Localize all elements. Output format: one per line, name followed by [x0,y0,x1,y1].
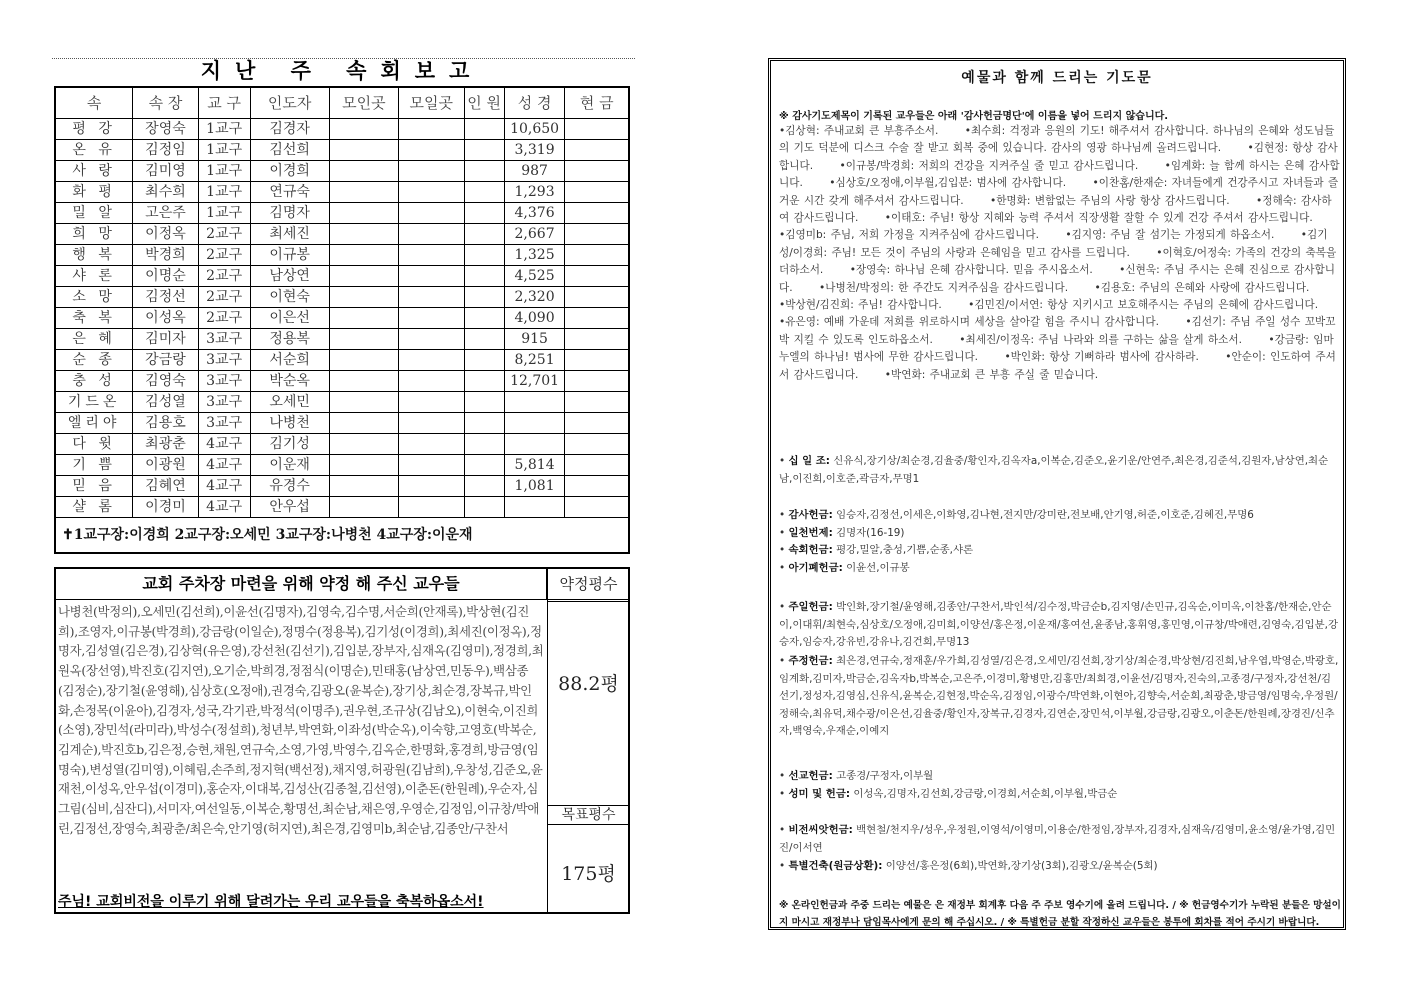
offering-section-label: 비전씨앗헌금: [788,824,853,836]
table-cell [565,350,629,371]
table-cell: 4,376 [504,203,565,224]
table-cell: 행 복 [55,245,133,266]
table-cell [329,350,398,371]
table-cell: 10,650 [504,119,565,140]
column-header: 성 경 [504,87,565,119]
table-cell: 김용호 [133,413,198,434]
table-cell: 강금랑 [133,350,198,371]
prayer-item: •심상호/오정애,이부월,김입분: 범사에 감사합니다. [829,177,1067,190]
table-cell [565,266,629,287]
table-cell [399,287,464,308]
table-cell: 12,701 [504,371,565,392]
offering-section: • 일천번제: 김명자(16-19) [779,527,905,539]
table-cell: 2교구 [198,245,250,266]
table-cell [565,119,629,140]
offering-footer-note: ※ 온라인헌금과 주중 드리는 예물은 은 재정부 회계후 다음 주 주보 영수기에 올려 드립니다. / ※ 헌금영수기가 누락된 분들은 망설이지 마시고 재정부나 담임목사에게 문의 해 주십시오. / ※ 특별헌금 분할 작정하신 교우들은 봉투에 회차를 적어 주시기 바랍니다. [779,900,1341,928]
prayer-item: •최수희: 걱정과 응원의 기도! 해주셔서 감사합니다. 하나님의 은혜와 성도님들의 기도 덕분에 디스크 수술 잘 받고 회복 중에 있습니다. 감사의 영광 하나님께 올려드립니다. [779,125,1335,155]
table-cell: 이운재 [250,455,329,476]
table-row [55,287,629,308]
table-cell: 김정선 [133,287,198,308]
table-cell: 은 혜 [55,329,133,350]
column-header: 교 구 [198,87,250,119]
target-value: 175평 [561,863,616,885]
prayer-item: •강금랑: 임마누엘의 하나님! 범사에 무한 감사드립니다. [779,333,1334,364]
table-cell: 1교구 [198,203,250,224]
table-cell [565,497,629,518]
table-cell: 1교구 [198,161,250,182]
table-cell: 8,251 [504,350,565,371]
prayer-offering-box [768,58,1346,930]
table-cell [565,413,629,434]
table-cell [464,413,504,434]
table-cell [504,497,565,518]
table-cell [565,476,629,497]
offering-section: • 특별건축(원금상환): 이양선/홍은정(6회),박연화,장기상(3회),김광오/윤복순(5회) [779,860,1158,872]
table-cell [329,308,398,329]
table-cell: 이경희 [250,161,329,182]
cell-report-table [54,86,630,554]
table-cell: 김미영 [133,161,198,182]
offering-section-names: 박인화,장기철/윤영해,김종안/구찬서,박인석/김수정,박금순b,김지영/손민규,김옥순,이미옥,이찬홈/한재순,안순이,이대휘/최현숙,심상호/오정애,김미희,이양선/홍은정,이운재/홍여선,윤종남,홍휘영,홍민영,이규창/박애련,김영숙,김입분,강승자,임승자,강유빈,강유나,김건희,무명13 [779,601,1339,649]
table-cell [399,266,464,287]
offering-section: • 주정헌금: 최은경,연규숙,정재훈/우가희,김성열/김은경,오세민/김선희,장기상/최순경,박상현/김진희,남우엽,박영순,박광호,임계화,김미자,박금순,김옥자b,박복순,고은주,이경미,황병만,김홍만/최희경,이윤선/김명자,진숙의,고종경/구정자,강선천/김선기,정성자,김영심,신유식,윤복순,김현정,박순옥,김정임,이광수/박연화,이현아,김향숙,서순희,최광춘,방금영/임명숙,우정원/정해숙,최유덕,채수광/이은선,김율중/황인자,장복규,김경자,김연순,장민석,이부월,강금랑,김광오,이춘돈/한원례,장경진/신추자,백영숙,우재순,이예지 [779,655,1339,738]
offering-section: • 선교헌금: 고종경/구정자,이부월 [779,770,934,782]
table-cell [565,224,629,245]
prayer-item: •장영숙: 하나님 은혜 감사합니다. 믿음 주시옵소서. [849,264,1093,277]
offering-section: • 주일헌금: 박인화,장기철/윤영해,김종안/구찬서,박인석/김수정,박금순b,김지영/손민규,김옥순,이미옥,이찬홈/한재순,안순이,이대휘/최현숙,심상호/오정애,김미희,이양선/홍은정,이운재/홍여선,윤종남,홍휘영,홍민영,이규창/박애련,김영숙,김입분,강승자,임승자,강유빈,강유나,김건희,무명13 [779,601,1339,649]
offering-section-names: 이양선/홍은정(6회),박연화,장기상(3회),김광오/윤복순(5회) [885,860,1158,872]
offering-section-label: 특별건축(원금상환): [788,860,883,872]
offering-section-names: 이성옥,김명자,김선희,강금랑,이경희,서순희,이부월,박금순 [853,788,1118,800]
offering-section-label: 주일헌금: [788,601,833,613]
table-cell: 최세진 [250,224,329,245]
table-cell: 3교구 [198,371,250,392]
table-cell: 987 [504,161,565,182]
table-cell [565,371,629,392]
offering-section-label: 일천번제: [788,527,833,539]
offering-section: • 십 일 조: 신유식,장기상/최순경,김율중/황인자,김옥자a,이복순,김준오,윤기운/안연주,최은경,김준석,김원자,남상연,최순남,이진희,이호준,곽금자,무명1 [779,455,1329,485]
table-cell: 박경희 [133,245,198,266]
table-cell: 사 랑 [55,161,133,182]
table-cell: 충 성 [55,371,133,392]
table-cell [565,308,629,329]
pledge-label: 약정평수 [548,569,629,602]
table-cell [329,371,398,392]
table-cell: 3교구 [198,350,250,371]
table-cell: 이명순 [133,266,198,287]
table-cell: 김혜연 [133,476,198,497]
table-cell [399,413,464,434]
table-row [55,224,629,245]
target-label: 목표평수 [548,805,629,825]
table-cell [399,434,464,455]
prayer-item: •박연화: 주내교회 큰 부흥 주실 줄 믿습니다. [884,368,1099,381]
table-cell [464,308,504,329]
offering-section-label: 주정헌금: [788,655,833,667]
table-cell: 2교구 [198,224,250,245]
prayer-item: •이혁호/어정숙: 가족의 건강의 축복을 더하소서. [779,246,1337,277]
table-cell [504,434,565,455]
table-cell: 이현숙 [250,287,329,308]
table-cell: 김명자 [250,203,329,224]
table-cell [329,266,398,287]
offering-section-label: 아기폐헌금: [788,562,843,574]
table-cell: 4,525 [504,266,565,287]
table-cell: 김정임 [133,140,198,161]
table-cell [399,140,464,161]
table-cell: 1교구 [198,119,250,140]
prayer-item: •박상현/김진희: 주님! 감사합니다. [779,299,942,312]
table-cell: 김영숙 [133,371,198,392]
table-cell: 오세민 [250,392,329,413]
table-cell [329,455,398,476]
prayer-note: ※ 감사기도제목이 기록된 교우들은 아래 '감사헌금명단'에 이름을 넣어 드리지 않습니다. [779,111,1169,122]
table-cell [565,392,629,413]
table-cell [464,329,504,350]
pledge-value: 88.2평 [558,673,619,695]
table-cell: 2,320 [504,287,565,308]
table-cell: 2교구 [198,308,250,329]
table-cell [464,455,504,476]
table-cell: 박순옥 [250,371,329,392]
prayer-item: •김현정: 항상 감사합니다. [779,142,1338,172]
table-cell: 남상연 [250,266,329,287]
table-cell: 3교구 [198,413,250,434]
table-cell: 3교구 [198,329,250,350]
prayer-item: •나병천/박정의: 한 주간도 지켜주심을 감사드립니다. [818,281,1069,294]
table-cell: 희 망 [55,224,133,245]
table-row [55,497,629,518]
prayer-item: •신현욱: 주님 주시는 은혜 진심으로 감사합니다. [779,264,1335,294]
table-cell [329,140,398,161]
table-cell: 믿 음 [55,476,133,497]
table-cell [464,371,504,392]
table-cell: 김경자 [250,119,329,140]
table-cell: 1교구 [198,140,250,161]
table-cell: 다 윗 [55,434,133,455]
table-cell: 평 강 [55,119,133,140]
table-cell: 기 쁨 [55,455,133,476]
table-row [55,455,629,476]
table-cell [329,329,398,350]
table-cell: 최수희 [133,182,198,203]
table-cell: 정용복 [250,329,329,350]
prayer-item: •김용호: 주님의 은혜와 사랑에 감사드립니다. [1094,281,1310,294]
table-cell [329,161,398,182]
table-cell [565,182,629,203]
table-cell: 2교구 [198,266,250,287]
column-header: 속 장 [133,87,198,119]
table-cell [329,203,398,224]
table-cell: 서순희 [250,350,329,371]
table-cell: 밀 알 [55,203,133,224]
table-cell [329,119,398,140]
table-cell: 장영숙 [133,119,198,140]
table-row [55,329,629,350]
table-cell [329,287,398,308]
table-cell: 최광춘 [133,434,198,455]
table-cell: 이광원 [133,455,198,476]
table-cell: 김기성 [250,434,329,455]
column-header: 인 원 [464,87,504,119]
table-cell: 4교구 [198,455,250,476]
table-cell: 이정옥 [133,224,198,245]
prayer-item: •김영미b: 주님, 저희 가정을 지켜주심에 감사드립니다. [779,229,1040,242]
table-cell [329,182,398,203]
offering-section-names: 김명자(16-19) [836,527,905,539]
table-cell [399,497,464,518]
table-row [55,308,629,329]
report-title: 지난 주 속회보고 [200,59,484,83]
table-cell: 이은선 [250,308,329,329]
table-cell: 3,319 [504,140,565,161]
table-cell: 이규봉 [250,245,329,266]
table-row [55,161,629,182]
column-header: 모인곳 [329,87,398,119]
offering-section: • 아기폐헌금: 이윤선,이규봉 [779,562,910,574]
table-cell [399,329,464,350]
table-cell [464,182,504,203]
table-row [55,266,629,287]
prayer-item: •최세진/이정옥: 주님 나라와 의를 구하는 삶을 살게 하소서. [959,333,1242,346]
offering-section-names: 신유식,장기상/최순경,김율중/황인자,김옥자a,이복순,김준오,윤기운/안연주,최은경,김준석,김원자,남상연,최순남,이진희,이호준,곽금자,무명1 [779,455,1329,485]
prayer-item: •김선기: 주님 주일 성수 꼬박꼬박 지킬 수 있도록 인도하옵소서. [779,316,1336,346]
district-leaders-text: ✝1교구장:이경희 2교구장:오세민 3교구장:나병천 4교구장:이운재 [55,518,629,554]
offering-section-names: 임승자,김정선,이세은,이화영,김나현,전지만/강미란,전보배,안기영,허준,이호준,김혜진,무명6 [836,509,1254,521]
table-cell: 김성열 [133,392,198,413]
table-row [55,182,629,203]
table-cell [399,350,464,371]
table-cell: 김선희 [250,140,329,161]
prayer-item: •한명화: 변함없는 주님의 사랑 항상 감사드립니다. [989,194,1230,207]
table-cell: 이성옥 [133,308,198,329]
table-cell: 샬 롬 [55,497,133,518]
table-cell [399,371,464,392]
table-row [55,350,629,371]
table-cell: 기드온 [55,392,133,413]
table-cell [464,203,504,224]
prayer-item: •박인화: 항상 기뻐하라 범사에 감사하라. [1004,351,1199,364]
table-cell [399,476,464,497]
table-cell [464,266,504,287]
table-row [55,371,629,392]
table-cell [464,434,504,455]
prayer-item: •정해숙: 감사하여 감사드립니다. [779,194,1332,225]
table-cell [565,140,629,161]
table-cell [464,161,504,182]
prayer-title: 예물과 함께 드리는 기도문 [961,70,1153,86]
table-cell [329,476,398,497]
table-cell: 축 복 [55,308,133,329]
parking-pledge-box [54,567,630,914]
table-cell [399,245,464,266]
table-cell: 4교구 [198,497,250,518]
table-cell [464,224,504,245]
table-cell: 샤 론 [55,266,133,287]
prayer-item: •안순이: 인도하여 주셔서 감사드립니다. [779,351,1336,381]
prayer-item: •김민진/이서연: 항상 지키시고 보호해주시는 주님의 은혜에 감사드립니다. [968,299,1319,312]
offering-section-label: 성미 및 헌금: [788,788,851,800]
offering-section-names: 이윤선,이규봉 [846,562,910,574]
table-cell [329,413,398,434]
table-cell [504,392,565,413]
table-cell: 2,667 [504,224,565,245]
table-row [55,119,629,140]
table-cell [399,182,464,203]
prayer-list [779,123,1341,384]
offering-section: • 속회헌금: 평강,밀알,충성,기쁨,순종,샤론 [779,544,974,556]
table-cell [504,413,565,434]
offering-section-label: 속회헌금: [788,544,833,556]
table-cell [464,245,504,266]
table-cell [464,140,504,161]
table-cell [399,455,464,476]
table-cell [329,224,398,245]
offering-section-names: 평강,밀알,충성,기쁨,순종,샤론 [836,544,974,556]
table-cell: 2교구 [198,287,250,308]
table-header-row [55,87,629,119]
table-cell: 소 망 [55,287,133,308]
table-cell [565,203,629,224]
table-cell: 915 [504,329,565,350]
offering-section: • 비전씨앗헌금: 백현철/천지우/성우,우정원,이영석/이영미,이용순/한정임,장부자,김경자,심재옥/김영미,윤소영/윤가영,김민진/이서연 [779,824,1336,854]
table-cell: 김미자 [133,329,198,350]
table-cell: 온 유 [55,140,133,161]
table-cell [565,287,629,308]
table-cell [464,350,504,371]
table-cell [329,245,398,266]
prayer-item: •김기성/이경희: 주님! 모든 것이 주님의 사랑과 은혜임을 믿고 감사를 드립니다. [779,229,1328,259]
table-cell [464,287,504,308]
table-row [55,140,629,161]
offering-section-names: 고종경/구정자,이부월 [836,770,934,782]
table-cell: 5,814 [504,455,565,476]
offering-section-names: 최은경,연규숙,정재훈/우가희,김성열/김은경,오세민/김선희,장기상/최순경,박상현/김진희,남우엽,박영순,박광호,임계화,김미자,박금순,김옥자b,박복순,고은주,이경미,황병만,김홍만/최희경,이윤선/김명자,진숙의,고종경/구정자,강선천/김선기,정성자,김영심,신유식,윤복순,김현정,박순옥,김정임,이광수/박연화,이현아,김향숙,서순희,최광춘,방금영/임명숙,우정원/정해숙,최유덕,채수광/이은선,김율중/황인자,장복규,김경자,김연순,장민석,이부월,강금랑,김광오,이춘돈/한원례,장경진/신추자,백영숙,우재순,이예지 [779,655,1339,738]
table-cell [399,203,464,224]
table-cell [464,497,504,518]
table-row [55,392,629,413]
district-leaders-row [55,518,629,554]
table-row [55,413,629,434]
pledge-column [547,569,629,912]
table-cell: 4교구 [198,434,250,455]
parking-blessing: 주님! 교회비전을 이루기 위해 달려가는 우리 교우들을 축복하옵소서! [58,894,484,910]
prayer-item: •김지영: 주님 잘 섬기는 가정되게 하옵소서. [1065,229,1275,242]
table-cell: 4,090 [504,308,565,329]
table-cell: 1교구 [198,182,250,203]
table-row [55,203,629,224]
prayer-item: •임계화: 늘 함께 하시는 은혜 감사합니다. [779,159,1340,190]
table-cell [399,119,464,140]
prayer-item: •김상혁: 주내교회 큰 부흥주소서. [779,125,939,137]
table-cell [565,455,629,476]
table-cell [399,308,464,329]
table-cell [329,392,398,413]
table-cell: 화 평 [55,182,133,203]
offering-section-label: 십 일 조: [788,455,830,467]
table-cell: 1,081 [504,476,565,497]
table-cell [464,392,504,413]
prayer-item: •이규봉/박경희: 저희의 건강을 지켜주실 줄 믿고 감사드립니다. [839,159,1139,172]
table-cell: 순 종 [55,350,133,371]
table-cell [329,497,398,518]
table-cell: 1,293 [504,182,565,203]
column-header: 속 [55,87,133,119]
table-cell [329,434,398,455]
offering-section-label: 선교헌금: [788,770,833,782]
table-row [55,245,629,266]
table-cell: 이경미 [133,497,198,518]
table-cell [565,329,629,350]
table-cell: 3교구 [198,392,250,413]
column-header: 현 금 [565,87,629,119]
table-row [55,476,629,497]
offering-section-label: 감사헌금: [788,509,833,521]
table-cell [565,245,629,266]
table-cell [399,392,464,413]
table-cell [565,434,629,455]
offering-section: • 성미 및 헌금: 이성옥,김명자,김선희,강금랑,이경희,서순희,이부월,박금순 [779,788,1118,800]
table-cell: 연규숙 [250,182,329,203]
table-cell [399,161,464,182]
table-cell: 나병천 [250,413,329,434]
offering-section: • 감사헌금: 임승자,김정선,이세은,이화영,김나현,전지만/강미란,전보배,안기영,허준,이호준,김혜진,무명6 [779,509,1254,521]
table-cell: 안우섭 [250,497,329,518]
parking-heading: 교회 주차장 마련을 위해 약정 해 주신 교우들 [56,569,547,600]
table-cell: 1,325 [504,245,565,266]
table-cell: 고은주 [133,203,198,224]
offering-section-names: 백현철/천지우/성우,우정원,이영석/이영미,이용순/한정임,장부자,김경자,심재옥/김영미,윤소영/윤가영,김민진/이서연 [779,824,1336,854]
table-row [55,434,629,455]
table-cell: 4교구 [198,476,250,497]
prayer-item: •이찬홈/한재순: 자녀들에게 건강주시고 자녀들과 즐거운 시간 갖게 해주셔서 감사드립니다. [779,177,1339,207]
table-cell [464,119,504,140]
column-header: 인도자 [250,87,329,119]
table-cell [399,224,464,245]
prayer-item: •유은영: 예배 가운데 저희를 위로하시며 세상을 살아갈 힘을 주시니 감사합니다. [779,316,1159,329]
column-header: 모일곳 [399,87,464,119]
table-cell: 유경수 [250,476,329,497]
prayer-item: •이태호: 주님! 항상 지혜와 능력 주셔서 직장생활 잘할 수 있게 건강 주셔서 감사드립니다. [884,212,1313,225]
table-cell [565,161,629,182]
table-cell [464,476,504,497]
table-cell: 엘리야 [55,413,133,434]
parking-donor-names: 나병천(박정의),오세민(김선희),이윤선(김명자),김영숙,김수명,서순희(안재록),박상현(김진희),조영자,이규봉(박경희),강금랑(이일순),정명수(정용복),김기성(이경희),최세진(이정옥),정명자,김성열(김은경),김상혁(유은영),강선천(김선기),김입분,장부자,심재옥(김영미),정경희,최원옥(장선영),박진호(김지연),오기순,박희경,정점식(이명순),민태홍(남상연,민동우),백삼종(김정순),장기철(윤영해),심상호(오정애),권경숙,김광오(윤복순),장기상,최순경,장복규,박인화,손정목(이윤아),김경자,성국,각기관,박정석(이명주),권우현,조규상(김남오),이현숙,이진희(소영),장민석(라미라),박성수(정설희),청년부,박연화,이좌성(박순옥),이숙향,고영호(박복순,김계순),박진호b,김은정,승현,채원,연규숙,소영,가영,박영수,김옥순,한명화,홍경희,방금영(임명숙),변성열(김미영),이혜림,손주희,정지혁(백선정),채지영,허광원(김남희),우창성,김준오,윤재천,이성옥,안우섭(이경미),홍순자,이대복,김성산(김종철,김선영),이춘돈(한원례),우순자,심그림(심비,심잔디),서미자,여선일동,이복순,황명선,최순남,채은영,우영순,김정임,이규창/박애린,김정선,장영숙,최광춘/최은숙,안기영(허지연),최은경,김영미b,최순남,김종안/구찬서 [58,604,544,836]
